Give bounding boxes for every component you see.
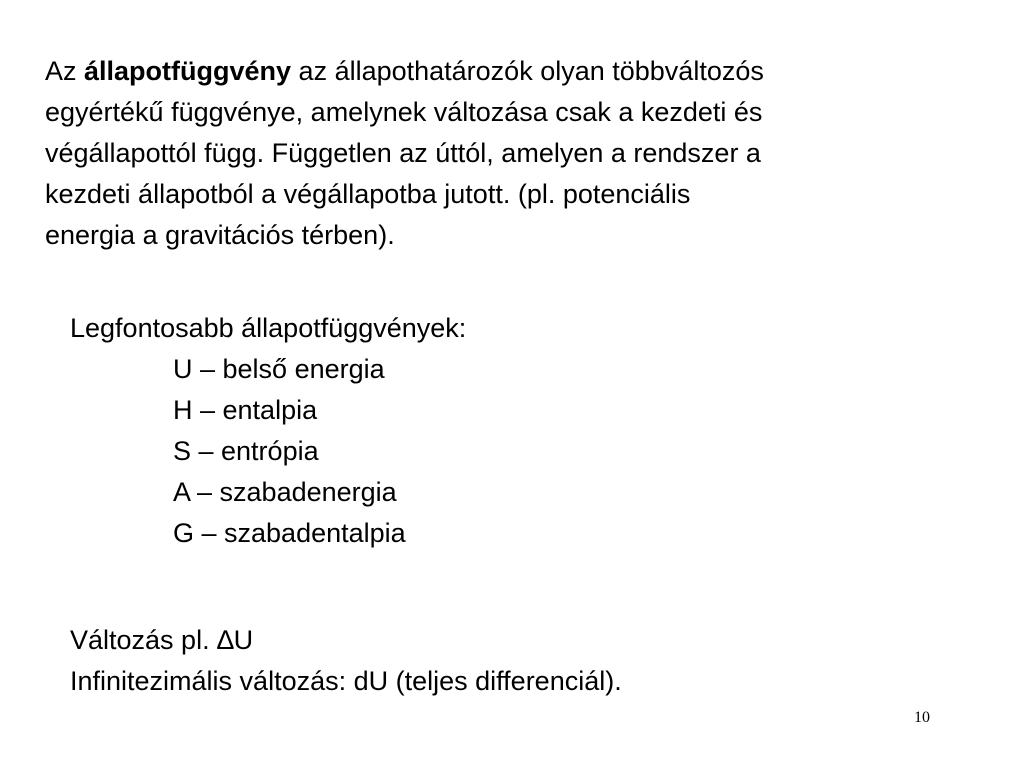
change-section (70, 620, 622, 702)
state-functions-heading: Legfontosabb állapotfüggvények: (70, 313, 467, 343)
state-function-item-g: G – szabadentalpia (173, 518, 406, 548)
intro-prefix: Az (45, 56, 85, 86)
state-function-item-u: U – belső energia (173, 354, 385, 384)
intro-line-1-rest: az állapothatározók olyan többváltozós (291, 56, 764, 86)
infinitesimal-change-line: Infinitezimális változás: dU (teljes differenciál). (70, 666, 622, 696)
change-line: Változás pl. ∆U (70, 625, 254, 655)
intro-line-5: energia a gravitációs térben). (45, 220, 395, 250)
intro-term: állapotfüggvény (84, 56, 292, 86)
state-functions-section (70, 308, 466, 554)
state-functions-list (70, 349, 466, 554)
state-function-item-h: H – entalpia (173, 395, 318, 425)
state-function-item-a: A – szabadenergia (173, 477, 397, 507)
intro-line-2: egyértékű függvénye, amelynek változása csak a kezdeti és (45, 97, 763, 127)
state-function-item-s: S – entrópia (173, 436, 319, 466)
intro-line-3: végállapottól függ. Független az úttól, amelyen a rendszer a (45, 138, 761, 168)
intro-paragraph (45, 51, 985, 256)
intro-line-1 (45, 51, 985, 92)
page-number: 10 (914, 709, 930, 726)
intro-line-4: kezdeti állapotból a végállapotba jutott. (pl. potenciális (45, 179, 691, 209)
